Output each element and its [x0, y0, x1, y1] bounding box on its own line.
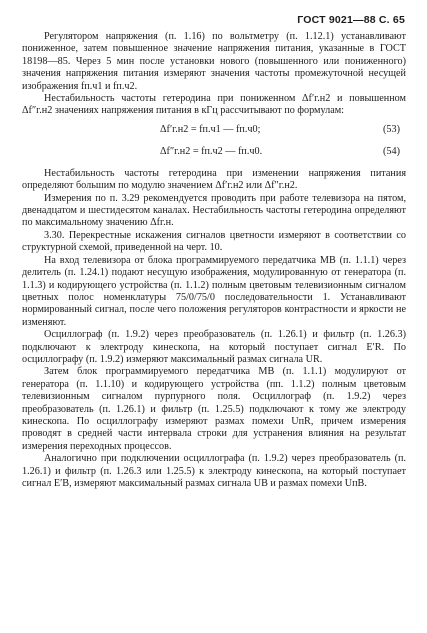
- formula-number: (53): [383, 123, 400, 135]
- document-body: [22, 31, 406, 490]
- paragraph: Нестабильность частоты гетеродина при изменении напряжения питания определяют большим по модулю значением Δf′г.н2 или Δf″г.н2.: [22, 167, 406, 192]
- paragraph: Затем блок программируемого передатчика МВ (п. 1.1.1) модулируют от генератора (п. 1.1.10) и кодирующего устройства (пп. 1.1.2) полным цветовым телевизионным сигналом пурпурного поля. Осциллограф (п. 1.9.2) через преобразователь (п. 1.26.1) и фильтр (п. 1.25.5) подключают к тому же электроду кинескопа. По осциллографу измеряют размах помехи UпR, причем измерения проводят в средней части интервала строки для устранения влияния на результат измерения переходных процессов.: [22, 366, 406, 452]
- paragraph: Регулятором напряжения (п. 1.16) по вольтметру (п. 1.12.1) устанавливают пониженное, затем повышенное значение напряжения питания, указанные в ГОСТ 18198—85. Через 5 мин после установки нового (повышенного или пониженного) значения напряжения питания измеряют значения частоты промежуточной несущей изображения fп.ч1 и fп.ч2.: [22, 31, 406, 92]
- paragraph: Аналогично при подключении осциллографа (п. 1.9.2) через преобразователь (п. 1.26.1) и фильтр (п. 1.26.3 или 1.25.5) к электроду кинескопа, на который поступает сигнал E′B, измеряют максимальный размах сигнала UB и размах помехи UпB.: [22, 453, 406, 489]
- paragraph: Измерения по п. 3.29 рекомендуется проводить при работе телевизора на пятом, двенадцатом и шестидесятом каналах. Нестабильность частоты гетеродина определяют по максимальному значению Δfг.н.: [22, 192, 406, 229]
- formula-number: (54): [383, 145, 400, 157]
- formula-expression: Δf″г.н2 = fп.ч2 — fп.ч0.: [160, 145, 263, 157]
- paragraph: Осциллограф (п. 1.9.2) через преобразователь (п. 1.26.1) и фильтр (п. 1.26.3) подключают к электроду кинескопа, на который поступает сигнал E′R. По осциллографу (п. 1.9.2) измеряют максимальный размах сигнала UR.: [22, 329, 406, 365]
- formula-expression: Δf′г.н2 = fп.ч1 — fп.ч0;: [160, 123, 261, 135]
- section-3-30-paragraph: 3.30. Перекрестные искажения сигналов цветности измеряют в соответствии со структурной схемой, приведенной на черт. 10.: [22, 229, 406, 254]
- paragraph: Нестабильность частоты гетеродина при пониженном Δf′г.н2 и повышенном Δf″г.н2 значениях напряжения питания в кГц рассчитывают по формулам:: [22, 93, 406, 117]
- formula-line: [22, 146, 406, 162]
- paragraph: На вход телевизора от блока программируемого передатчика МВ (п. 1.1.1) через делитель (п. 1.24.1) подают несущую изображения, модулированную от генератора (п. 1.1.3) и кодирующего устройства (п. 1.1.2) полным цветовым телевизионным сигналом цветных полос номенклатуры 75/0/75/0 последовательности 1. Устанавливают нормированный сигнал, после чего положения регуляторов контрастности и яркости не изменяют.: [22, 254, 406, 328]
- formula-line: [22, 124, 406, 140]
- page-header: ГОСТ 9021—88 С. 65: [297, 14, 405, 26]
